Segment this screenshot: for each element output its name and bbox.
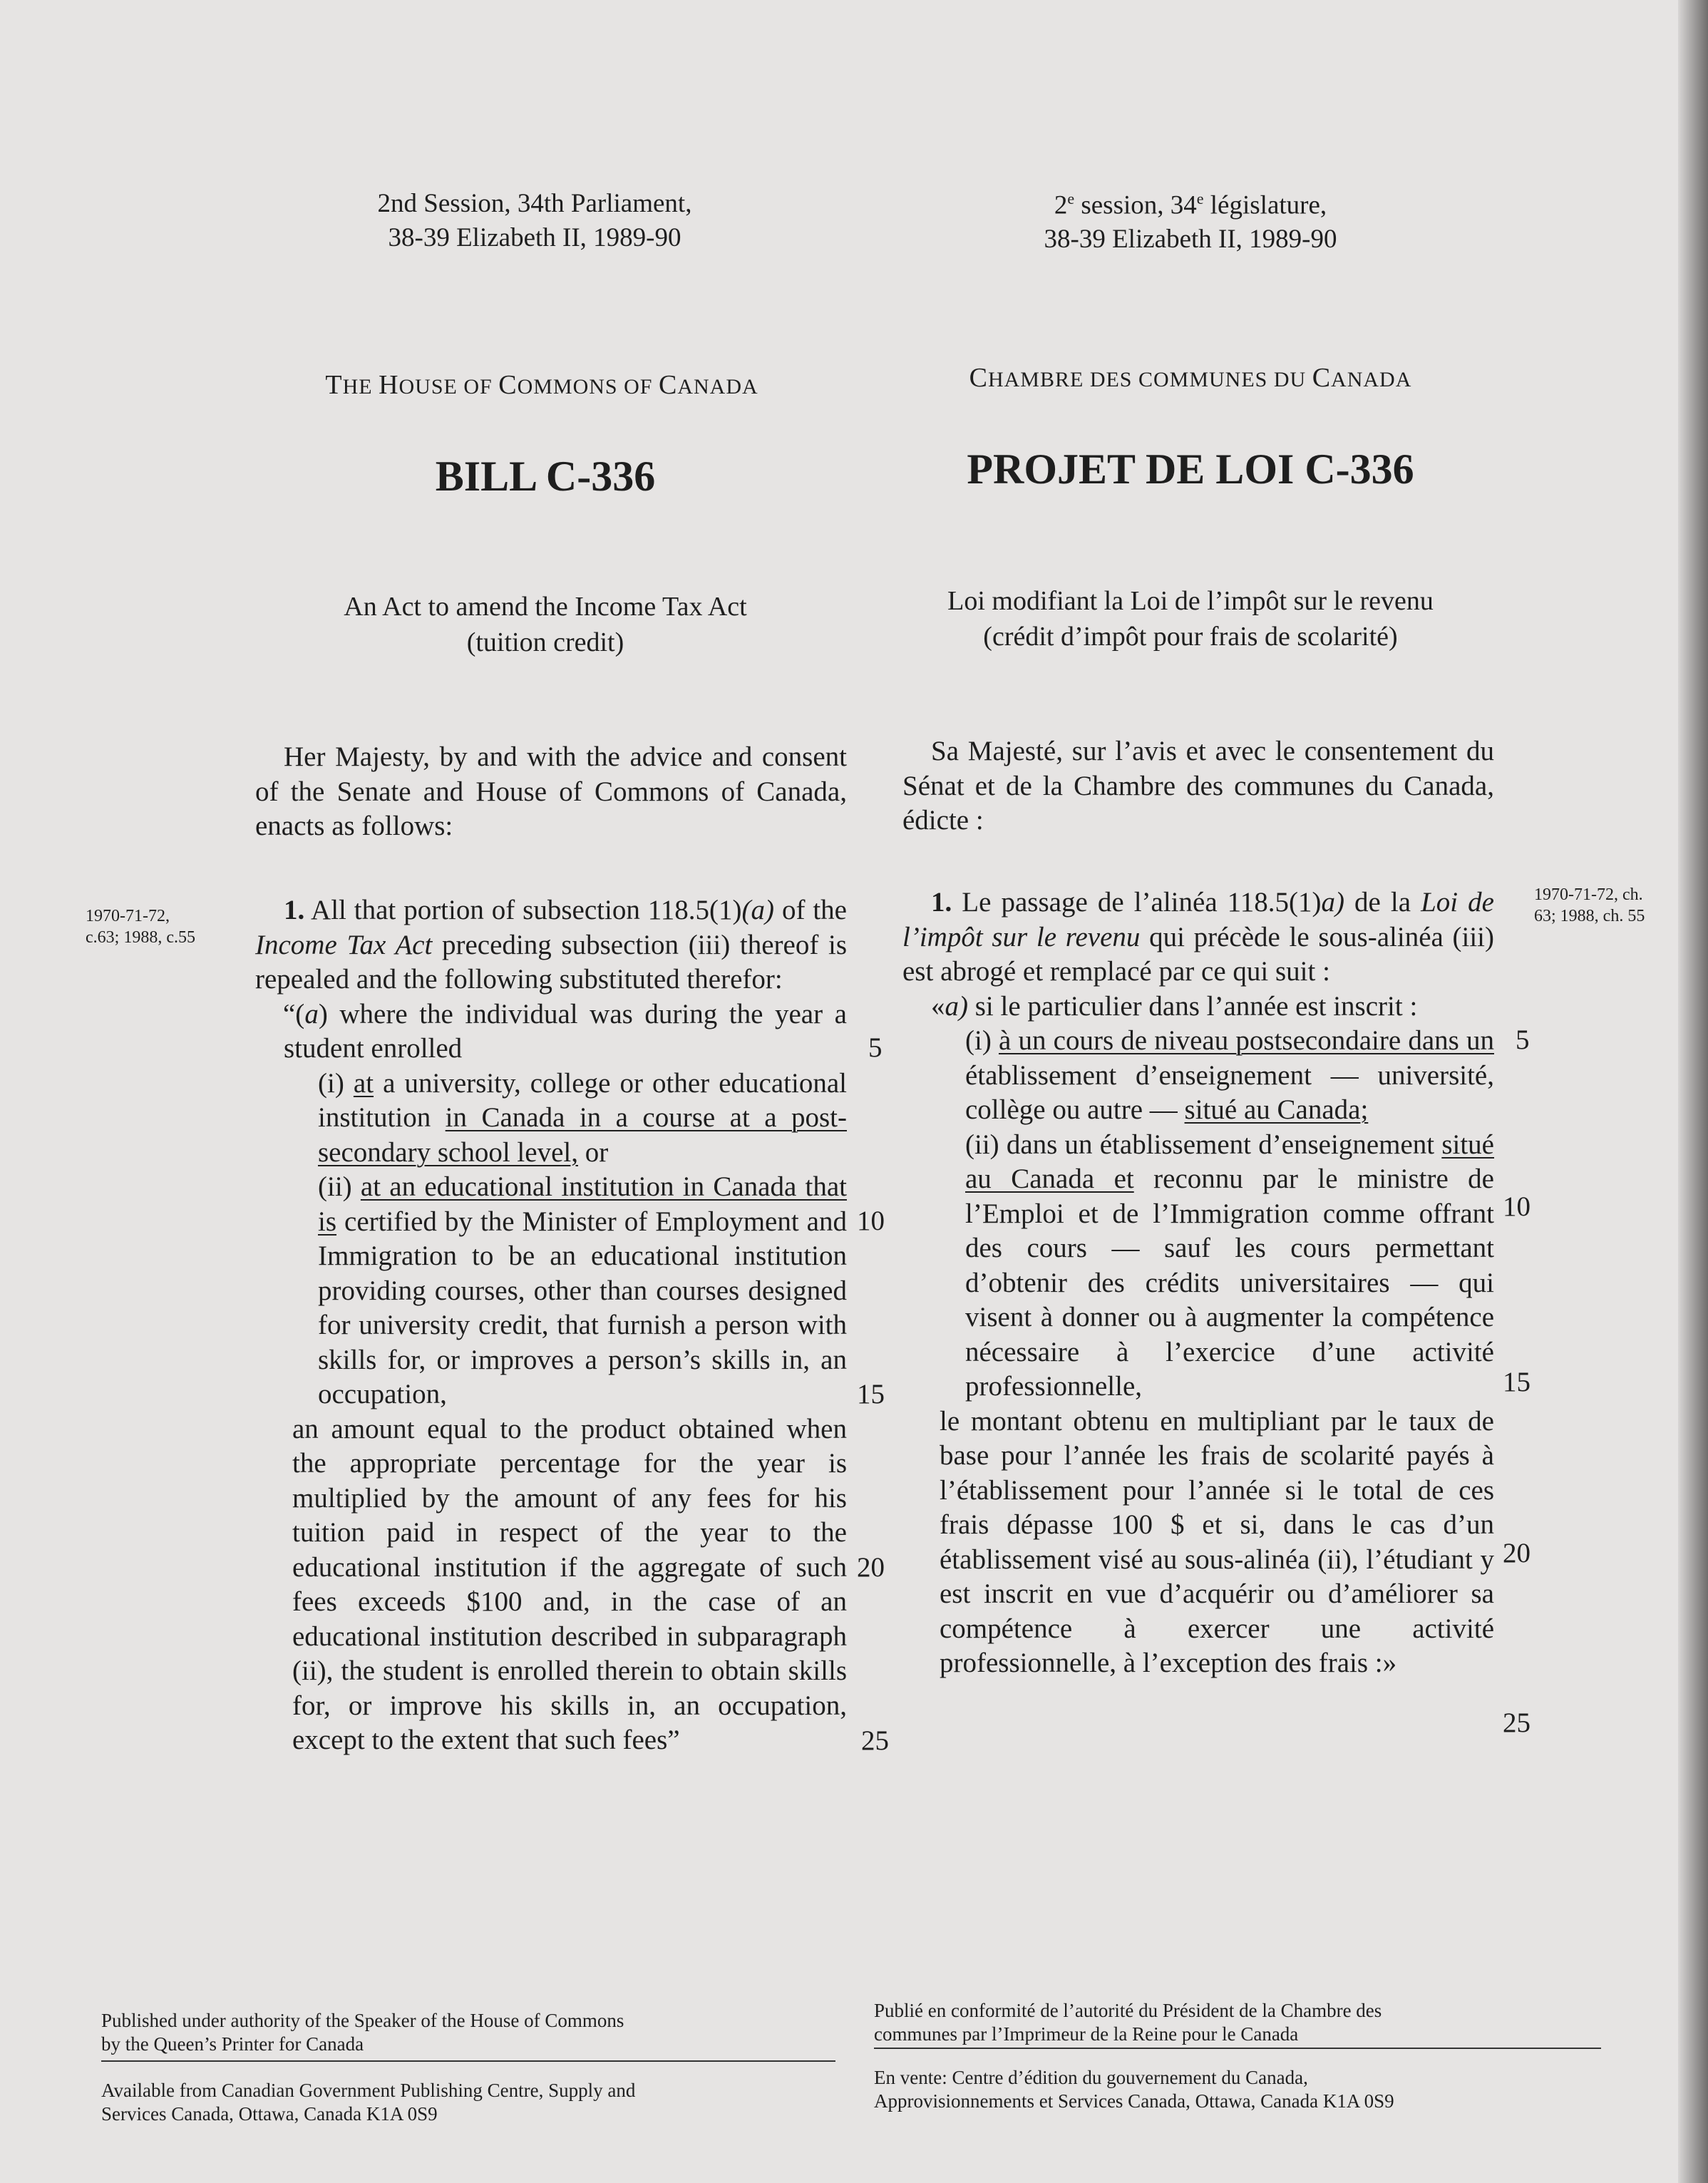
fr-act-title-line1: Loi modifiant la Loi de l’impôt sur le revenu	[947, 586, 1434, 616]
fr-subparagraph-i: (i) à un cours de niveau postsecondaire dans un établissement d’enseignement — université, collège ou autre — situé au Canada;	[965, 1025, 1494, 1125]
en-bill-title: BILL C-336	[435, 453, 656, 500]
en-session	[271, 187, 798, 255]
fr-margin-note: 1970-71-72, ch. 63; 1988, ch. 55	[1534, 885, 1645, 925]
en-session-line1: 2nd Session, 34th Parliament,	[377, 189, 692, 218]
en-margin-note: 1970-71-72, c.63; 1988, c.55	[86, 907, 195, 947]
fr-line-number: 25	[1503, 1707, 1530, 1738]
fr-act-title-line2: (crédit d’impôt pour frais de scolarité)	[983, 622, 1398, 652]
fr-line-number: 20	[1503, 1538, 1530, 1568]
fr-footer-authority: Publié en conformité de l’autorité du Président de la Chambre des communes par l’Imprimeur de la Reine pour le Canada	[874, 2000, 1382, 2045]
fr-line-number: 15	[1503, 1367, 1530, 1397]
fr-session	[927, 182, 1454, 257]
en-section-1	[255, 893, 847, 1758]
en-subparagraph-i: (i) at a university, college or other educational institution in Canada in a course at a post-secondary school level, or	[318, 1067, 847, 1168]
en-line-number: 25	[861, 1725, 889, 1756]
fr-bill-title: PROJET DE LOI C-336	[967, 446, 1414, 493]
en-line-number: 10	[857, 1206, 885, 1236]
fr-line-number: 5	[1516, 1024, 1530, 1055]
fr-session-line1: 2e session, 34e législature,	[1054, 190, 1327, 220]
fr-section-1-intro: 1. Le passage de l’alinéa 118.5(1)a) de la Loi de l’impôt sur le revenu qui précède le sous-alinéa (iii) est abrogé et remplacé par ce qui suit :	[902, 887, 1494, 987]
fr-closing-words: le montant obtenu en multipliant par le taux de base pour l’année les frais de scolarité payés à l’établissement pour l’année si le total de ces frais dépasse 100 $ et si, dans le cas d’un établissement visé au sous-alinéa (ii), l’étudiant y est inscrit en vue d’acquérir ou d’améliorer sa compétence à exercer une activité professionnelle, à l’exception des frais :»	[940, 1405, 1494, 1678]
en-paragraph-a: “(a) where the individual was during the year a student enrolled	[283, 998, 847, 1064]
en-footer-availability: Available from Canadian Government Publishing Centre, Supply and Services Canada, Ottawa, Canada K1A 0S9	[101, 2080, 636, 2125]
en-act-title-line2: (tuition credit)	[466, 627, 624, 657]
en-session-line2: 38-39 Elizabeth II, 1989-90	[388, 223, 681, 252]
en-closing-words: an amount equal to the product obtained when the appropriate percentage for the year is multiplied by the amount of any fees for his tuition paid in respect of the year to the educational institution if the aggregate of such fees exceeds $100 and, in the case of an educational institution described in subparagraph (ii), the student is enrolled therein to obtain skills for, or improve his skills in, an occupation, except to the extent that such fees”	[292, 1413, 847, 1755]
en-line-number: 5	[868, 1032, 883, 1063]
fr-session-line2: 38-39 Elizabeth II, 1989-90	[1044, 225, 1337, 255]
en-act-title	[271, 589, 820, 660]
fr-section-1	[902, 885, 1494, 1681]
en-act-title-line1: An Act to amend the Income Tax Act	[344, 592, 747, 622]
page-edge-shadow	[1678, 0, 1708, 2183]
en-line-number: 20	[857, 1552, 885, 1583]
en-section-1-intro: 1. All that portion of subsection 118.5(1)(a) of the Income Tax Act preceding subsection (iii) thereof is repealed and the following substituted therefor:	[255, 895, 847, 995]
en-footer-rule	[101, 2060, 835, 2062]
fr-enacting-clause: Sa Majesté, sur l’avis et avec le consentement du Sénat et de la Chambre des communes du Canada, édicte :	[902, 736, 1494, 836]
fr-footer-rule	[874, 2048, 1601, 2049]
en-footer-authority: Published under authority of the Speaker of the House of Commons by the Queen’s Printer for Canada	[101, 2010, 624, 2055]
fr-footer-availability: En vente: Centre d’édition du gouvernement du Canada, Approvisionnements et Services Canada, Ottawa, Canada K1A 0S9	[874, 2067, 1394, 2112]
fr-paragraph-a: «a) si le particulier dans l’année est inscrit :	[931, 990, 1418, 1022]
fr-house-heading: CHAMBRE DES COMMUNES DU CANADA	[969, 363, 1412, 393]
en-subparagraph-ii: (ii) at an educational institution in Canada that is certified by the Minister of Employment and Immigration to be an educational institution providing courses, other than courses designed for university credit, that furnish a person with skills for, or improves a person’s skills in, an occupation,	[318, 1171, 847, 1409]
fr-act-title	[884, 583, 1497, 654]
en-house-heading: THE HOUSE OF COMMONS OF CANADA	[325, 370, 758, 400]
en-enacting-clause: Her Majesty, by and with the advice and consent of the Senate and House of Commons of Canada, enacts as follows:	[255, 741, 847, 841]
fr-subparagraph-ii: (ii) dans un établissement d’enseignement situé au Canada et reconnu par le ministre de l’Emploi et de l’Immigration comme offrant des cours — sauf les cours permettant d’obtenir des crédits universitaires — qui visent à donner ou à augmenter la compétence nécessaire à l’exercice d’une activité professionnelle,	[965, 1129, 1494, 1402]
fr-line-number: 10	[1503, 1191, 1530, 1222]
en-line-number: 15	[857, 1379, 885, 1409]
